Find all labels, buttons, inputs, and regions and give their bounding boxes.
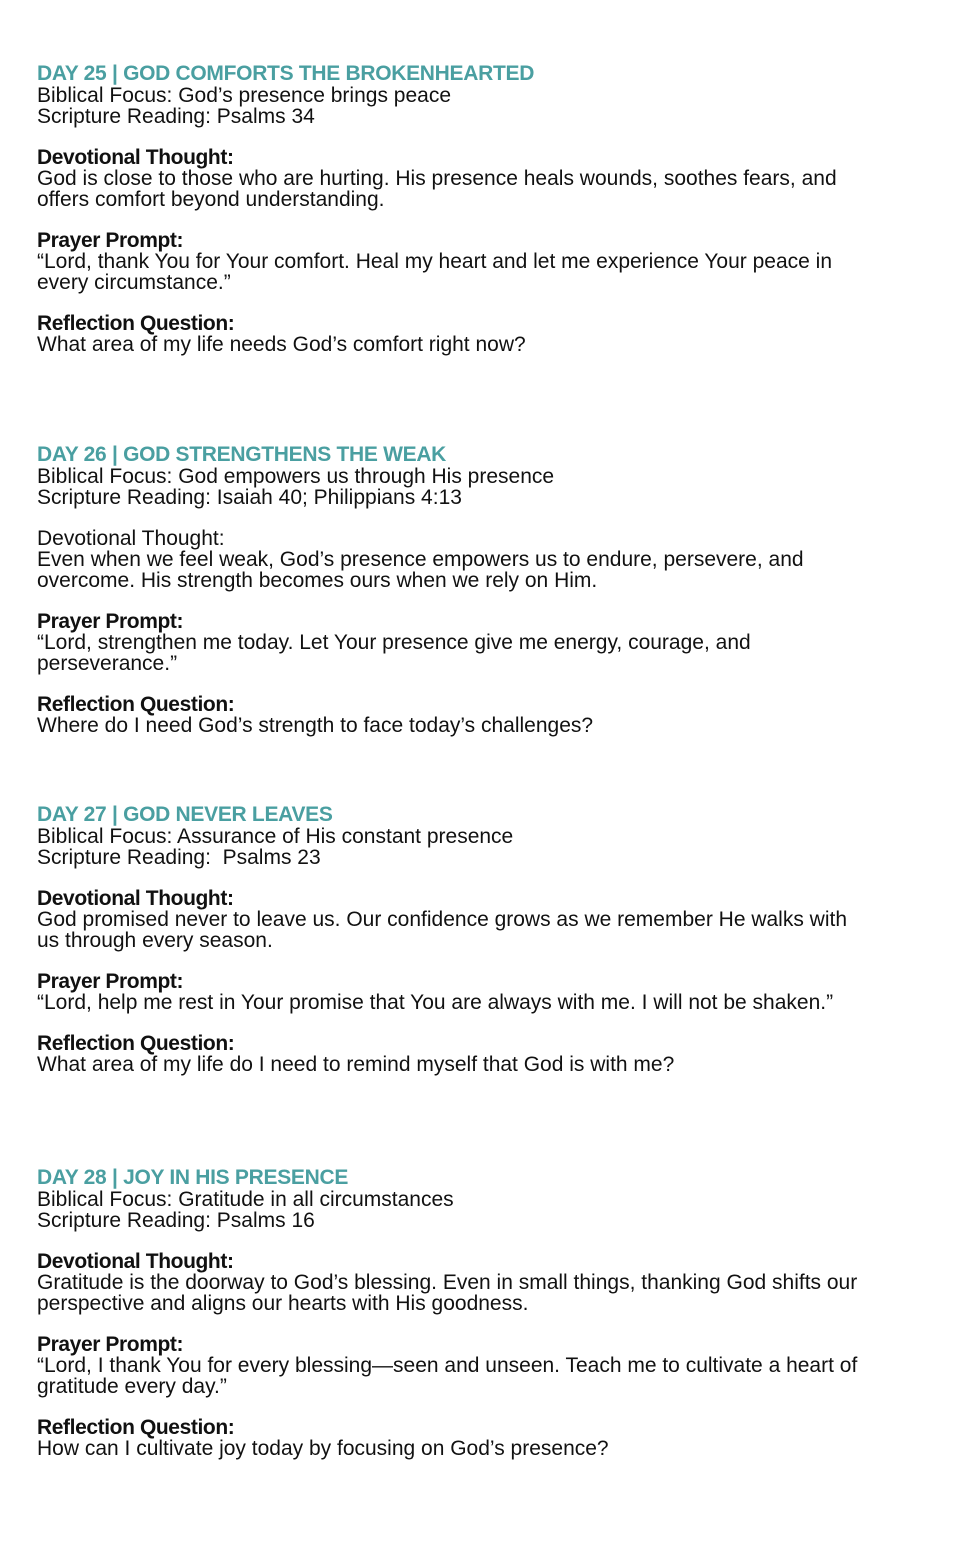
reflection-line: What area of my life needs God’s comfort right now?	[37, 333, 526, 356]
prayer-label: Prayer Prompt:	[37, 229, 184, 252]
devotional-label: Devotional Thought:	[37, 1250, 234, 1273]
prayer-label: Prayer Prompt:	[37, 970, 184, 993]
reflection-label: Reflection Question:	[37, 1032, 235, 1055]
devotional-line: God promised never to leave us. Our confidence grows as we remember He walks with	[37, 908, 848, 931]
prayer-label: Prayer Prompt:	[37, 610, 184, 633]
prayer-line: gratitude every day.”	[37, 1375, 227, 1398]
prayer-label: Prayer Prompt:	[37, 1333, 184, 1356]
scripture-reading: Scripture Reading: Psalms 23	[37, 846, 321, 869]
reflection-line: How can I cultivate joy today by focusing on God’s presence?	[37, 1437, 609, 1460]
day-25-section	[37, 63, 927, 355]
reflection-label: Reflection Question:	[37, 693, 235, 716]
devotional-line: overcome. His strength becomes ours when we rely on Him.	[37, 569, 598, 592]
devotional-line: Gratitude is the doorway to God’s blessing. Even in small things, thanking God shifts our	[37, 1271, 858, 1294]
prayer-line: “Lord, I thank You for every blessing—seen and unseen. Teach me to cultivate a heart of	[37, 1354, 858, 1377]
reflection-label: Reflection Question:	[37, 1416, 235, 1439]
scripture-reading: Scripture Reading: Isaiah 40; Philippians 4:13	[37, 486, 462, 509]
devotional-label: Devotional Thought:	[37, 527, 225, 550]
devotional-line: us through every season.	[37, 929, 273, 952]
scripture-reading: Scripture Reading: Psalms 34	[37, 105, 315, 128]
biblical-focus: Biblical Focus: God empowers us through His presence	[37, 465, 555, 488]
devotional-label: Devotional Thought:	[37, 146, 234, 169]
prayer-line: every circumstance.”	[37, 271, 231, 294]
biblical-focus: Biblical Focus: Assurance of His constant presence	[37, 825, 514, 848]
prayer-line: perseverance.”	[37, 652, 178, 675]
day-title: DAY 27 | GOD NEVER LEAVES	[37, 803, 333, 826]
devotional-label: Devotional Thought:	[37, 887, 234, 910]
prayer-line: “Lord, strengthen me today. Let Your presence give me energy, courage, and	[37, 631, 751, 654]
prayer-line: “Lord, thank You for Your comfort. Heal my heart and let me experience Your peace in	[37, 250, 832, 273]
day-title: DAY 28 | JOY IN HIS PRESENCE	[37, 1166, 349, 1189]
devotional-line: God is close to those who are hurting. His presence heals wounds, soothes fears, and	[37, 167, 837, 190]
day-26-section	[37, 444, 927, 736]
reflection-label: Reflection Question:	[37, 312, 235, 335]
day-28-section	[37, 1167, 927, 1459]
prayer-line: “Lord, help me rest in Your promise that You are always with me. I will not be shaken.”	[37, 991, 834, 1014]
biblical-focus: Biblical Focus: God’s presence brings peace	[37, 84, 452, 107]
day-title: DAY 26 | GOD STRENGTHENS THE WEAK	[37, 443, 447, 466]
biblical-focus: Biblical Focus: Gratitude in all circumstances	[37, 1188, 454, 1211]
day-27-section	[37, 804, 927, 1075]
devotional-line: Even when we feel weak, God’s presence empowers us to endure, persevere, and	[37, 548, 804, 571]
devotional-line: perspective and aligns our hearts with His goodness.	[37, 1292, 529, 1315]
reflection-line: What area of my life do I need to remind myself that God is with me?	[37, 1053, 675, 1076]
devotional-line: offers comfort beyond understanding.	[37, 188, 385, 211]
scripture-reading: Scripture Reading: Psalms 16	[37, 1209, 315, 1232]
day-title: DAY 25 | GOD COMFORTS THE BROKENHEARTED	[37, 62, 535, 85]
reflection-line: Where do I need God’s strength to face today’s challenges?	[37, 714, 594, 737]
